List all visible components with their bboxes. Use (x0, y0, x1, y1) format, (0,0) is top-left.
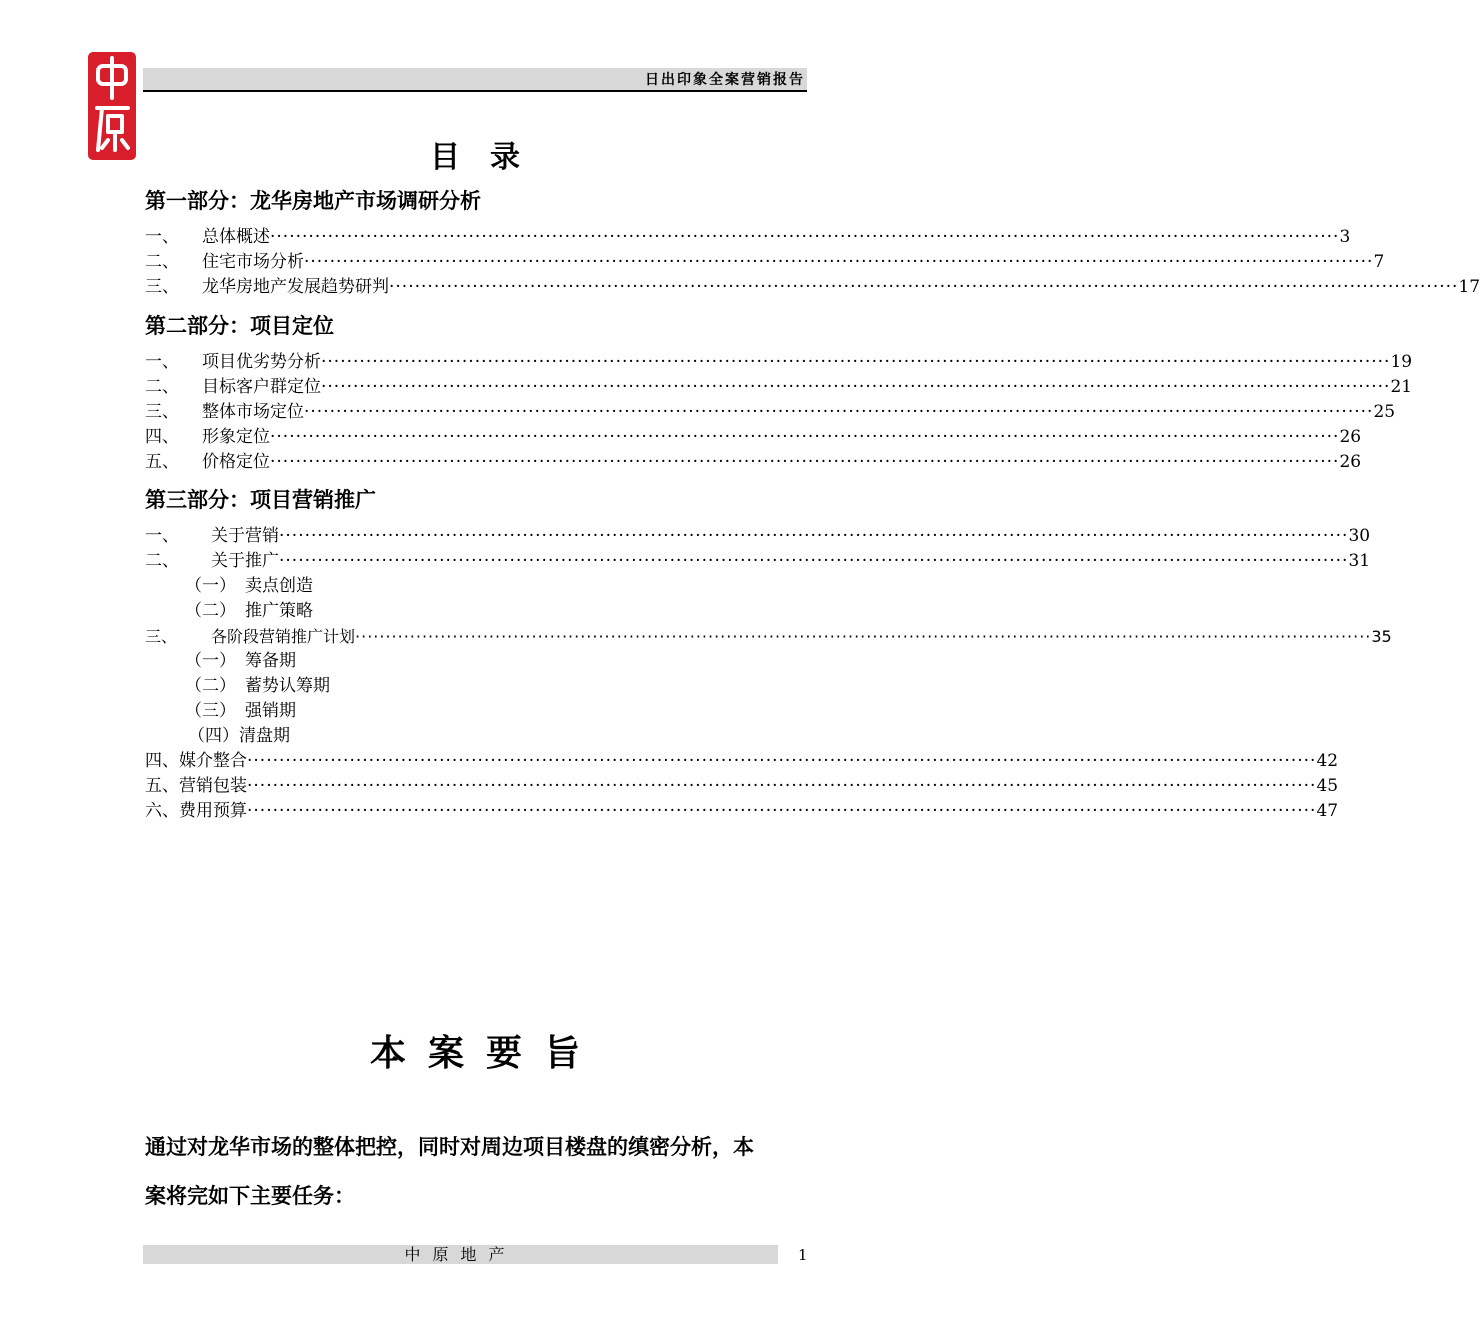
toc-leader-dots: ······································································································································································· (304, 402, 1374, 422)
toc-entry-label: 各阶段营销推广计划 (211, 627, 356, 646)
toc-entry-page: 26 (1339, 452, 1362, 472)
toc-entry-label: 价格定位 (202, 452, 270, 472)
toc-entry-number: 三、 (145, 627, 178, 646)
summary-title: 本案要旨 (369, 1033, 602, 1074)
toc-sub-entry (185, 599, 313, 624)
toc-entry-page: 30 (1348, 526, 1371, 546)
toc-leader-dots: ······································································································································································· (247, 751, 1317, 771)
toc-leader-dots: ······································································································································································· (279, 526, 1349, 546)
toc-entry (145, 624, 1392, 649)
toc-entry-number: 六、 (145, 801, 179, 821)
toc-leader-dots: ······································································································································································· (247, 776, 1317, 796)
toc-entry-label: 营销包装 (179, 776, 247, 796)
toc-entry (145, 275, 1480, 300)
toc-part-3-title: 第三部分：项目营销推广 (145, 488, 376, 512)
toc-entry (145, 774, 1339, 799)
toc-leader-dots: ······································································································································································· (321, 352, 1391, 372)
toc-leader-dots: ······································································································································································· (389, 277, 1459, 297)
toc-entry-page: 47 (1316, 801, 1339, 821)
toc-entry-label: 总体概述 (202, 227, 270, 247)
toc-entry (145, 225, 1351, 250)
toc-entry-page: 26 (1339, 427, 1362, 447)
toc-entry-page: 17 (1458, 277, 1480, 297)
toc-sub-entry (185, 649, 296, 674)
toc-entry-label: 形象定位 (202, 427, 270, 447)
toc-sub-number: （二） (185, 601, 236, 621)
toc-entry-label: 住宅市场分析 (202, 252, 304, 272)
toc-entry-label: 项目优劣势分析 (202, 352, 321, 372)
toc-leader-dots: ······································································································································································· (321, 377, 1391, 397)
toc-entry-number: 二、 (145, 252, 179, 272)
toc-sub-label: 强销期 (245, 701, 296, 721)
toc-entry (145, 400, 1396, 425)
toc-entry-page: 25 (1373, 402, 1396, 422)
page-number: 1 (798, 1246, 808, 1264)
toc-sub-number: （三） (185, 701, 236, 721)
toc-leader-dots: ······································································································································································· (270, 452, 1340, 472)
summary-paragraph-line-1: 通过对龙华市场的整体把控，同时对周边项目楼盘的缜密分析，本 (145, 1135, 754, 1159)
toc-entry-page: 21 (1390, 377, 1413, 397)
toc-leader-dots: ······································································································································································· (247, 801, 1317, 821)
toc-entry (145, 749, 1339, 774)
toc-part-1-title: 第一部分：龙华房地产市场调研分析 (145, 189, 481, 213)
toc-sub-entry (188, 724, 290, 749)
toc-leader-dots: ······································································································································································· (279, 551, 1349, 571)
toc-entry-label: 目标客户群定位 (202, 377, 321, 397)
toc-sub-entry (185, 574, 313, 599)
toc-entry (145, 799, 1339, 824)
toc-entry-label: 关于营销 (211, 526, 279, 546)
toc-entry-page: 45 (1316, 776, 1339, 796)
toc-sub-label: 推广策略 (245, 601, 313, 621)
toc-entry (145, 549, 1371, 574)
toc-entry-number: 五、 (145, 452, 179, 472)
toc-entry-number: 一、 (145, 227, 179, 247)
toc-entry-page: 35 (1371, 627, 1392, 646)
toc-entry-number: 二、 (145, 551, 179, 571)
toc-entry-label: 费用预算 (179, 801, 247, 821)
toc-leader-dots: ······································································································································································· (270, 427, 1340, 447)
toc-leader-dots: ······································································································································································· (304, 252, 1374, 272)
toc-part-2-title: 第二部分：项目定位 (145, 314, 334, 338)
toc-entry-number: 一、 (145, 352, 179, 372)
toc-entry-page: 31 (1348, 551, 1371, 571)
toc-entry-number: 四、 (145, 751, 179, 771)
toc-sub-number: （一） (185, 576, 236, 596)
toc-sub-number: （一） (185, 651, 236, 671)
toc-entry-number: 五、 (145, 776, 179, 796)
toc-entry-number: 三、 (145, 277, 179, 297)
toc-leader-dots: ······································································································································································· (355, 627, 1372, 646)
toc-sub-entry (185, 674, 330, 699)
toc-entry-number: 二、 (145, 377, 179, 397)
toc-entry (145, 425, 1362, 450)
toc-sub-entry (185, 699, 296, 724)
toc-sub-number: （二） (185, 676, 236, 696)
toc-leader-dots: ······································································································································································· (270, 227, 1340, 247)
toc-entry-label: 关于推广 (211, 551, 279, 571)
toc-entry-page: 7 (1373, 252, 1385, 272)
summary-paragraph-line-2: 案将完如下主要任务： (145, 1184, 355, 1208)
header-title: 日出印象全案营销报告 (645, 72, 805, 88)
toc-entry-label: 媒介整合 (179, 751, 247, 771)
toc-entry (145, 450, 1362, 475)
toc-entry-label: 整体市场定位 (202, 402, 304, 422)
footer-company-name: 中原地产 (404, 1245, 517, 1264)
toc-entry (145, 250, 1385, 275)
toc-entry-number: 三、 (145, 402, 179, 422)
toc-title: 目录 (430, 140, 550, 175)
toc-entry-page: 42 (1316, 751, 1339, 771)
toc-entry (145, 375, 1413, 400)
toc-sub-label: （四）清盘期 (188, 726, 290, 746)
toc-entry (145, 350, 1413, 375)
toc-sub-label: 卖点创造 (245, 576, 313, 596)
header-rule (143, 90, 807, 92)
toc-entry (145, 524, 1371, 549)
toc-entry-number: 一、 (145, 526, 179, 546)
toc-entry-number: 四、 (145, 427, 179, 447)
toc-sub-label: 筹备期 (245, 651, 296, 671)
toc-entry-page: 19 (1390, 352, 1413, 372)
toc-entry-page: 3 (1339, 227, 1351, 247)
toc-entry-label: 龙华房地产发展趋势研判 (202, 277, 389, 297)
toc-sub-label: 蓄势认筹期 (245, 676, 330, 696)
